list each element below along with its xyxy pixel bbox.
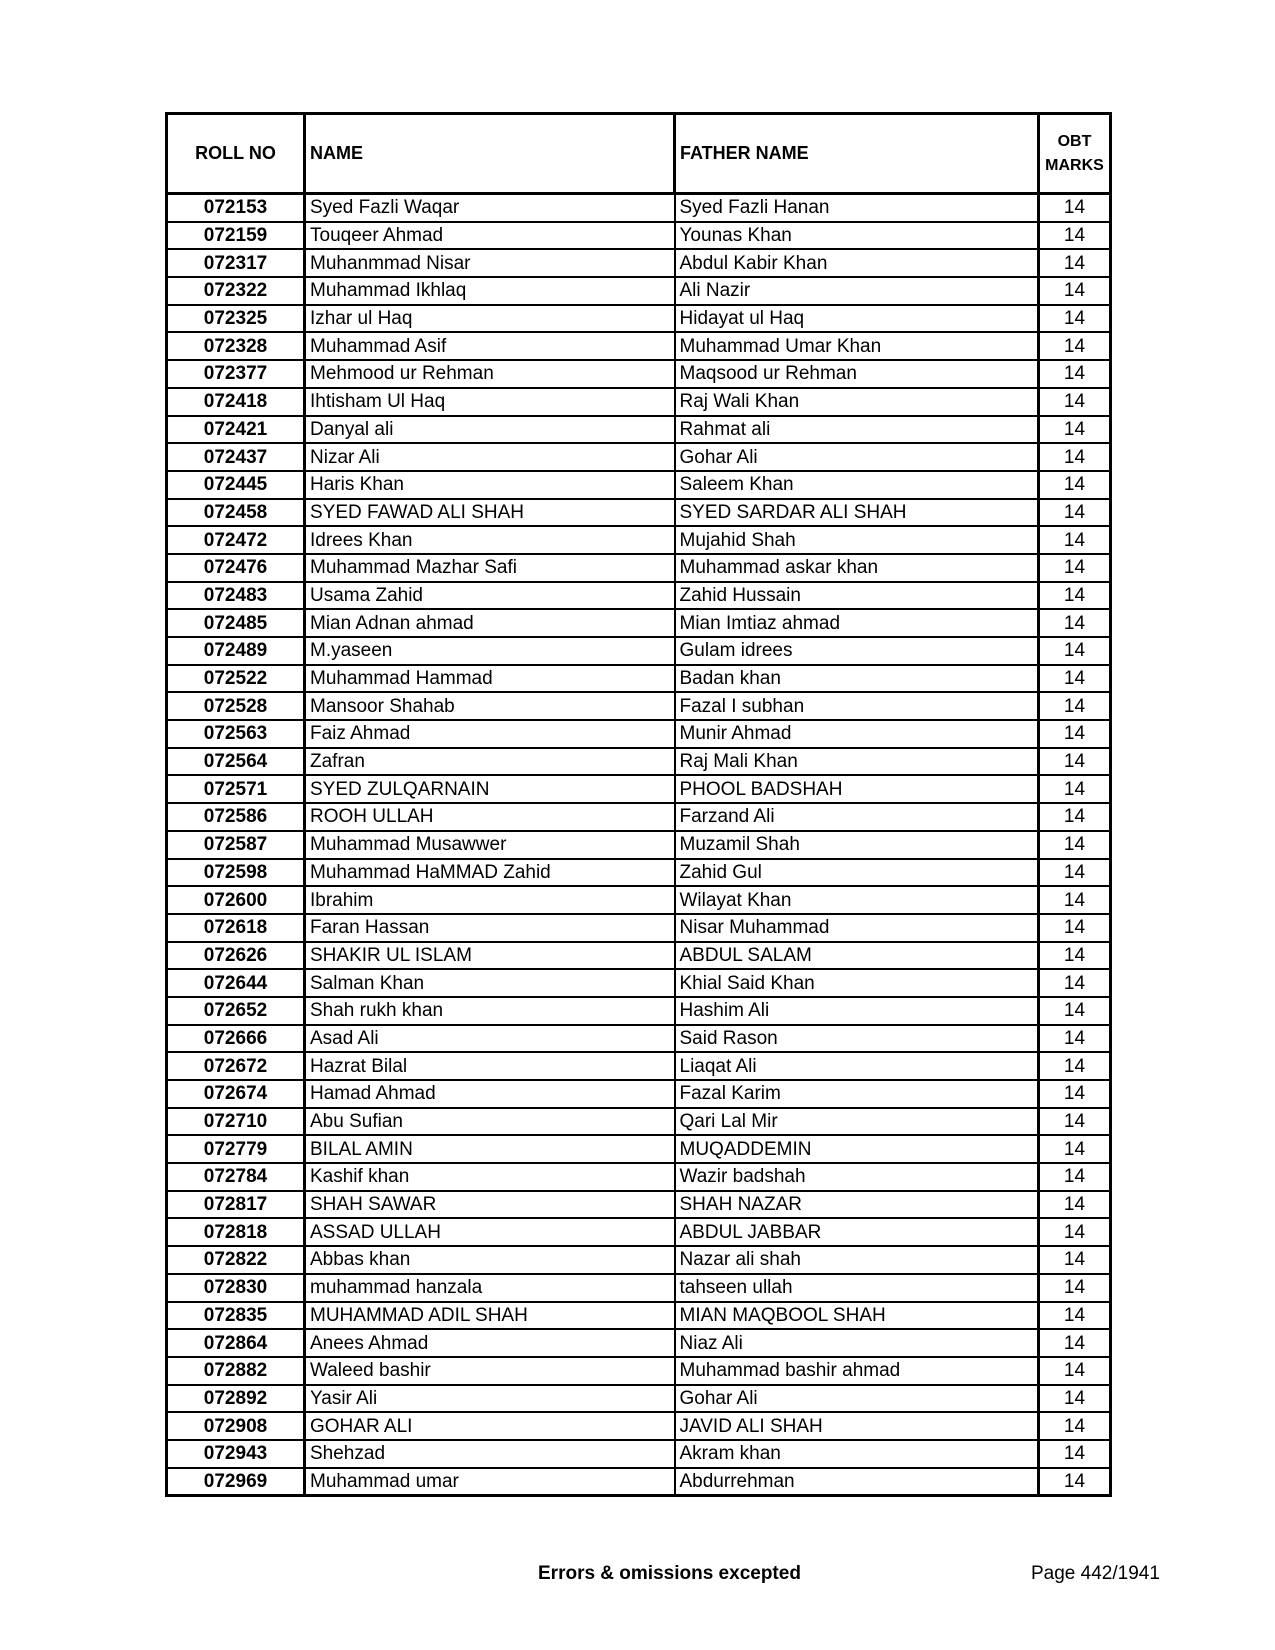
table-row [167, 1440, 1111, 1468]
roll-no-cell: 072564 [167, 748, 305, 776]
roll-no-cell: 072587 [167, 831, 305, 859]
name-cell: Izhar ul Haq [305, 305, 675, 333]
table-row [167, 665, 1111, 693]
roll-no-cell: 072943 [167, 1440, 305, 1468]
table-row [167, 1135, 1111, 1163]
name-cell: ASSAD ULLAH [305, 1218, 675, 1246]
father-name-cell: Muhammad askar khan [675, 554, 1039, 582]
table-row [167, 1274, 1111, 1302]
father-name-cell: tahseen ullah [675, 1274, 1039, 1302]
header-father-name: FATHER NAME [675, 114, 1039, 194]
roll-no-cell: 072618 [167, 914, 305, 942]
roll-no-cell: 072322 [167, 277, 305, 305]
obt-marks-cell: 14 [1039, 665, 1111, 693]
table-row [167, 1329, 1111, 1357]
father-name-cell: Fazal Karim [675, 1080, 1039, 1108]
roll-no-cell: 072528 [167, 692, 305, 720]
name-cell: ROOH ULLAH [305, 803, 675, 831]
name-cell: M.yaseen [305, 637, 675, 665]
father-name-cell: Zahid Hussain [675, 582, 1039, 610]
table-row [167, 1385, 1111, 1413]
roll-no-cell: 072377 [167, 360, 305, 388]
roll-no-cell: 072159 [167, 222, 305, 250]
father-name-cell: MIAN MAQBOOL SHAH [675, 1302, 1039, 1330]
table-row [167, 554, 1111, 582]
roll-no-cell: 072598 [167, 859, 305, 887]
results-table [165, 112, 1112, 1497]
table-row [167, 886, 1111, 914]
table-row [167, 249, 1111, 277]
table-row [167, 720, 1111, 748]
name-cell: Abu Sufian [305, 1108, 675, 1136]
obt-marks-cell: 14 [1039, 1052, 1111, 1080]
roll-no-cell: 072458 [167, 499, 305, 527]
table-row [167, 859, 1111, 887]
header-obt-marks-line1: OBT [1057, 132, 1092, 150]
name-cell: SHAH SAWAR [305, 1191, 675, 1219]
roll-no-cell: 072672 [167, 1052, 305, 1080]
obt-marks-cell: 14 [1039, 416, 1111, 444]
name-cell: Shah rukh khan [305, 997, 675, 1025]
father-name-cell: Syed Fazli Hanan [675, 194, 1039, 222]
name-cell: Touqeer Ahmad [305, 222, 675, 250]
roll-no-cell: 072489 [167, 637, 305, 665]
name-cell: SHAKIR UL ISLAM [305, 942, 675, 970]
roll-no-cell: 072882 [167, 1357, 305, 1385]
father-name-cell: JAVID ALI SHAH [675, 1412, 1039, 1440]
father-name-cell: Liaqat Ali [675, 1052, 1039, 1080]
roll-no-cell: 072644 [167, 969, 305, 997]
obt-marks-cell: 14 [1039, 692, 1111, 720]
roll-no-cell: 072317 [167, 249, 305, 277]
name-cell: SYED FAWAD ALI SHAH [305, 499, 675, 527]
table-row [167, 388, 1111, 416]
obt-marks-cell: 14 [1039, 360, 1111, 388]
obt-marks-cell: 14 [1039, 803, 1111, 831]
header-name: NAME [305, 114, 675, 194]
name-cell: Muhammad HaMMAD Zahid [305, 859, 675, 887]
obt-marks-cell: 14 [1039, 526, 1111, 554]
roll-no-cell: 072674 [167, 1080, 305, 1108]
roll-no-cell: 072779 [167, 1135, 305, 1163]
father-name-cell: Hashim Ali [675, 997, 1039, 1025]
name-cell: Salman Khan [305, 969, 675, 997]
table-row [167, 443, 1111, 471]
father-name-cell: Muhammad bashir ahmad [675, 1357, 1039, 1385]
table-row [167, 609, 1111, 637]
father-name-cell: Wilayat Khan [675, 886, 1039, 914]
roll-no-cell: 072822 [167, 1246, 305, 1274]
name-cell: Danyal ali [305, 416, 675, 444]
name-cell: Usama Zahid [305, 582, 675, 610]
header-obt-marks [1039, 114, 1111, 194]
name-cell: Anees Ahmad [305, 1329, 675, 1357]
obt-marks-cell: 14 [1039, 1025, 1111, 1053]
obt-marks-cell: 14 [1039, 942, 1111, 970]
name-cell: Syed Fazli Waqar [305, 194, 675, 222]
father-name-cell: Rahmat ali [675, 416, 1039, 444]
obt-marks-cell: 14 [1039, 1468, 1111, 1496]
roll-no-cell: 072328 [167, 332, 305, 360]
obt-marks-cell: 14 [1039, 1080, 1111, 1108]
roll-no-cell: 072892 [167, 1385, 305, 1413]
name-cell: Idrees Khan [305, 526, 675, 554]
table-row [167, 1218, 1111, 1246]
roll-no-cell: 072817 [167, 1191, 305, 1219]
father-name-cell: Gulam idrees [675, 637, 1039, 665]
father-name-cell: Younas Khan [675, 222, 1039, 250]
name-cell: muhammad hanzala [305, 1274, 675, 1302]
father-name-cell: Qari Lal Mir [675, 1108, 1039, 1136]
father-name-cell: Abdurrehman [675, 1468, 1039, 1496]
roll-no-cell: 072445 [167, 471, 305, 499]
father-name-cell: Raj Mali Khan [675, 748, 1039, 776]
name-cell: Kashif khan [305, 1163, 675, 1191]
header-obt-marks-line2: MARKS [1045, 156, 1104, 174]
name-cell: Hazrat Bilal [305, 1052, 675, 1080]
table-row [167, 222, 1111, 250]
table-row [167, 969, 1111, 997]
father-name-cell: Wazir badshah [675, 1163, 1039, 1191]
obt-marks-cell: 14 [1039, 1274, 1111, 1302]
roll-no-cell: 072864 [167, 1329, 305, 1357]
obt-marks-cell: 14 [1039, 554, 1111, 582]
father-name-cell: Hidayat ul Haq [675, 305, 1039, 333]
father-name-cell: Raj Wali Khan [675, 388, 1039, 416]
father-name-cell: Fazal I subhan [675, 692, 1039, 720]
roll-no-cell: 072485 [167, 609, 305, 637]
roll-no-cell: 072437 [167, 443, 305, 471]
page-number: Page 442/1941 [1031, 1563, 1160, 1584]
table-row [167, 692, 1111, 720]
header-roll-no: ROLL NO [167, 114, 305, 194]
name-cell: Hamad Ahmad [305, 1080, 675, 1108]
obt-marks-cell: 14 [1039, 471, 1111, 499]
name-cell: Yasir Ali [305, 1385, 675, 1413]
obt-marks-cell: 14 [1039, 720, 1111, 748]
obt-marks-cell: 14 [1039, 1357, 1111, 1385]
obt-marks-cell: 14 [1039, 194, 1111, 222]
table-row [167, 1191, 1111, 1219]
father-name-cell: Badan khan [675, 665, 1039, 693]
father-name-cell: Nazar ali shah [675, 1246, 1039, 1274]
obt-marks-cell: 14 [1039, 1412, 1111, 1440]
table-row [167, 1246, 1111, 1274]
roll-no-cell: 072818 [167, 1218, 305, 1246]
roll-no-cell: 072835 [167, 1302, 305, 1330]
roll-no-cell: 072571 [167, 775, 305, 803]
table-row [167, 914, 1111, 942]
obt-marks-cell: 14 [1039, 332, 1111, 360]
father-name-cell: ABDUL JABBAR [675, 1218, 1039, 1246]
name-cell: Muhammad Asif [305, 332, 675, 360]
father-name-cell: Maqsood ur Rehman [675, 360, 1039, 388]
obt-marks-cell: 14 [1039, 388, 1111, 416]
obt-marks-cell: 14 [1039, 1218, 1111, 1246]
obt-marks-cell: 14 [1039, 305, 1111, 333]
roll-no-cell: 072472 [167, 526, 305, 554]
roll-no-cell: 072908 [167, 1412, 305, 1440]
name-cell: Shehzad [305, 1440, 675, 1468]
table-row [167, 748, 1111, 776]
table-row [167, 831, 1111, 859]
roll-no-cell: 072476 [167, 554, 305, 582]
obt-marks-cell: 14 [1039, 1108, 1111, 1136]
name-cell: Mehmood ur Rehman [305, 360, 675, 388]
roll-no-cell: 072483 [167, 582, 305, 610]
table-row [167, 997, 1111, 1025]
father-name-cell: MUQADDEMIN [675, 1135, 1039, 1163]
obt-marks-cell: 14 [1039, 1246, 1111, 1274]
father-name-cell: Khial Said Khan [675, 969, 1039, 997]
obt-marks-cell: 14 [1039, 249, 1111, 277]
name-cell: Abbas khan [305, 1246, 675, 1274]
father-name-cell: ABDUL SALAM [675, 942, 1039, 970]
father-name-cell: Gohar Ali [675, 1385, 1039, 1413]
obt-marks-cell: 14 [1039, 969, 1111, 997]
obt-marks-cell: 14 [1039, 859, 1111, 887]
obt-marks-cell: 14 [1039, 1385, 1111, 1413]
father-name-cell: Akram khan [675, 1440, 1039, 1468]
father-name-cell: Mujahid Shah [675, 526, 1039, 554]
father-name-cell: Muzamil Shah [675, 831, 1039, 859]
name-cell: Faran Hassan [305, 914, 675, 942]
father-name-cell: Gohar Ali [675, 443, 1039, 471]
table-row [167, 471, 1111, 499]
name-cell: Haris Khan [305, 471, 675, 499]
name-cell: Ihtisham Ul Haq [305, 388, 675, 416]
obt-marks-cell: 14 [1039, 1329, 1111, 1357]
table-row [167, 526, 1111, 554]
father-name-cell: Ali Nazir [675, 277, 1039, 305]
roll-no-cell: 072830 [167, 1274, 305, 1302]
obt-marks-cell: 14 [1039, 886, 1111, 914]
roll-no-cell: 072153 [167, 194, 305, 222]
obt-marks-cell: 14 [1039, 277, 1111, 305]
table-row [167, 1025, 1111, 1053]
roll-no-cell: 072586 [167, 803, 305, 831]
name-cell: Muhammad Mazhar Safi [305, 554, 675, 582]
name-cell: Zafran [305, 748, 675, 776]
father-name-cell: Zahid Gul [675, 859, 1039, 887]
obt-marks-cell: 14 [1039, 748, 1111, 776]
table-row [167, 305, 1111, 333]
name-cell: Waleed bashir [305, 1357, 675, 1385]
table-row [167, 1302, 1111, 1330]
obt-marks-cell: 14 [1039, 499, 1111, 527]
table-row [167, 416, 1111, 444]
table-row [167, 1163, 1111, 1191]
father-name-cell: Muhammad Umar Khan [675, 332, 1039, 360]
header-row [167, 114, 1111, 194]
footer-disclaimer: Errors & omissions excepted [538, 1563, 801, 1584]
table-row [167, 637, 1111, 665]
table-row [167, 775, 1111, 803]
table-row [167, 1357, 1111, 1385]
obt-marks-cell: 14 [1039, 637, 1111, 665]
roll-no-cell: 072710 [167, 1108, 305, 1136]
father-name-cell: Saleem Khan [675, 471, 1039, 499]
table-row [167, 1412, 1111, 1440]
table-row [167, 194, 1111, 222]
roll-no-cell: 072421 [167, 416, 305, 444]
table-row [167, 1052, 1111, 1080]
roll-no-cell: 072600 [167, 886, 305, 914]
obt-marks-cell: 14 [1039, 1440, 1111, 1468]
obt-marks-cell: 14 [1039, 1163, 1111, 1191]
name-cell: Faiz Ahmad [305, 720, 675, 748]
table-row [167, 1468, 1111, 1496]
name-cell: Muhammad Musawwer [305, 831, 675, 859]
father-name-cell: Mian Imtiaz ahmad [675, 609, 1039, 637]
name-cell: Muhammad Ikhlaq [305, 277, 675, 305]
father-name-cell: SHAH NAZAR [675, 1191, 1039, 1219]
father-name-cell: SYED SARDAR ALI SHAH [675, 499, 1039, 527]
father-name-cell: Nisar Muhammad [675, 914, 1039, 942]
father-name-cell: Munir Ahmad [675, 720, 1039, 748]
roll-no-cell: 072784 [167, 1163, 305, 1191]
table-row [167, 1108, 1111, 1136]
obt-marks-cell: 14 [1039, 1302, 1111, 1330]
obt-marks-cell: 14 [1039, 775, 1111, 803]
obt-marks-cell: 14 [1039, 222, 1111, 250]
table-row [167, 360, 1111, 388]
father-name-cell: Said Rason [675, 1025, 1039, 1053]
name-cell: Mian Adnan ahmad [305, 609, 675, 637]
name-cell: Mansoor Shahab [305, 692, 675, 720]
table-row [167, 582, 1111, 610]
obt-marks-cell: 14 [1039, 1135, 1111, 1163]
name-cell: Nizar Ali [305, 443, 675, 471]
obt-marks-cell: 14 [1039, 831, 1111, 859]
roll-no-cell: 072563 [167, 720, 305, 748]
table-row [167, 332, 1111, 360]
table-row [167, 499, 1111, 527]
name-cell: Ibrahim [305, 886, 675, 914]
roll-no-cell: 072522 [167, 665, 305, 693]
obt-marks-cell: 14 [1039, 997, 1111, 1025]
table-row [167, 803, 1111, 831]
obt-marks-cell: 14 [1039, 443, 1111, 471]
father-name-cell: PHOOL BADSHAH [675, 775, 1039, 803]
table-row [167, 942, 1111, 970]
father-name-cell: Niaz Ali [675, 1329, 1039, 1357]
name-cell: SYED ZULQARNAIN [305, 775, 675, 803]
roll-no-cell: 072969 [167, 1468, 305, 1496]
name-cell: MUHAMMAD ADIL SHAH [305, 1302, 675, 1330]
obt-marks-cell: 14 [1039, 914, 1111, 942]
roll-no-cell: 072418 [167, 388, 305, 416]
name-cell: Asad Ali [305, 1025, 675, 1053]
name-cell: BILAL AMIN [305, 1135, 675, 1163]
name-cell: Muhammad Hammad [305, 665, 675, 693]
obt-marks-cell: 14 [1039, 1191, 1111, 1219]
table-row [167, 1080, 1111, 1108]
obt-marks-cell: 14 [1039, 609, 1111, 637]
name-cell: Muhammad umar [305, 1468, 675, 1496]
table-body [167, 194, 1111, 1496]
roll-no-cell: 072325 [167, 305, 305, 333]
name-cell: Muhanmmad Nisar [305, 249, 675, 277]
table-row [167, 277, 1111, 305]
roll-no-cell: 072666 [167, 1025, 305, 1053]
roll-no-cell: 072626 [167, 942, 305, 970]
father-name-cell: Farzand Ali [675, 803, 1039, 831]
name-cell: GOHAR ALI [305, 1412, 675, 1440]
roll-no-cell: 072652 [167, 997, 305, 1025]
obt-marks-cell: 14 [1039, 582, 1111, 610]
father-name-cell: Abdul Kabir Khan [675, 249, 1039, 277]
